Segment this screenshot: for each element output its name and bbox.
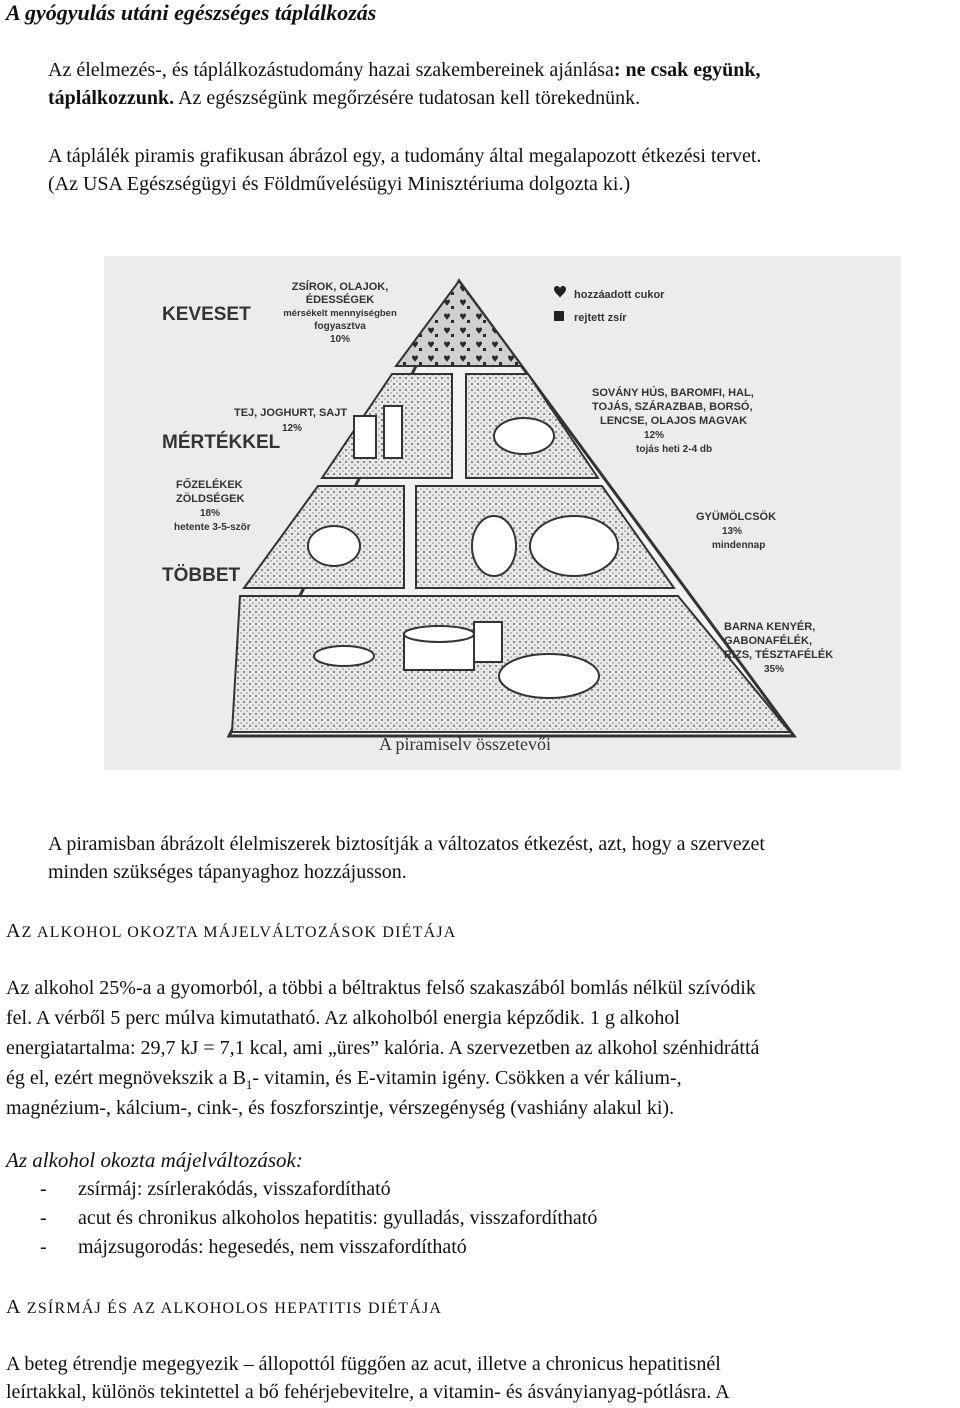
alcohol-para-line-2: fel. A vérből 5 perc múlva kimutatható. Az alkoholból energia képződik. 1 g alkohol [6,1007,680,1029]
label-tobbet: TÖBBET [162,565,241,586]
list-dash: - [40,1207,47,1229]
dairy-line-2: 12% [282,423,303,434]
meat-line-1: SOVÁNY HÚS, BAROMFI, HAL, [592,387,754,399]
intro-line-3: A táplálék piramis grafikusan ábrázol egy, a tudomány által megalapozott étkezési tervet. [48,145,762,167]
dairy-line-1: TEJ, JOGHURT, SAJT [234,407,348,419]
alcohol-para-line-1: Az alkohol 25%-a a gyomorból, a többi a béltraktus felső szakaszából bomlás nélkül szívódik [6,977,756,999]
intro-line-4: (Az USA Egészségügyi és Földművelésügyi Minisztériuma dolgozta ki.) [48,173,631,195]
label-mertekkel: MÉRTÉKKEL [162,432,281,453]
grain-line-1: BARNA KENYÉR, [724,621,816,633]
intro-line-2-text: Az egészségünk megőrzésére tudatosan kell törekednünk. [174,87,641,109]
section-heading-alcohol-first: A [6,920,22,942]
label-keveset: KEVESET [162,304,251,325]
food-pyramid-svg [104,256,901,770]
intro-line-1 [48,56,761,84]
food-pyramid-figure [104,256,901,770]
fruit-line-1: GYÜMÖLCSÖK [696,511,777,523]
fatty-liver-para-line-2: leírtakkal, különös tekintettel a bő fehérjebevitelre, a vitamin- és ásványianyag-pótlásra. A [6,1381,730,1403]
section-heading-alcohol-rest: Z ALKOHOL OKOZTA MÁJELVÁLTOZÁSOK DIÉTÁJA [21,924,457,941]
fat-legend-icon [554,311,564,321]
intro-line-2-bold: táplálkozzunk. [48,87,175,109]
meat-line-3: LENCSE, OLAJOS MAGVAK [600,415,748,427]
list-item-text: zsírmáj: zsírlerakódás, visszafordítható [78,1178,391,1200]
intro-line-1-text: Az élelmezés-, és táplálkozástudomány hazai szakembereinek ajánlása [48,59,614,81]
meat-line-5: tojás heti 2-4 db [636,444,713,455]
after-figure-line-2: minden szükséges tápanyaghoz hozzájusson. [48,861,407,883]
section-heading-fatty-liver [6,1296,442,1319]
fats-line-2: ÉDESSÉGEK [305,294,375,306]
list-item-text: májzsugorodás: hegesedés, nem visszafordítható [78,1236,467,1258]
after-figure-line-1: A piramisban ábrázolt élelmiszerek biztosítják a változatos étkezést, azt, hogy a szervezet [48,833,765,855]
figure-caption: A piramiselv összetevői [379,734,551,754]
grain-line-2: GABONAFÉLÉK, [724,635,812,647]
grain-line-3: RIZS, TÉSZTAFÉLÉK [724,649,834,661]
fats-line-5: 10% [329,334,351,345]
alcohol-para-line-4a: ég el, ezért megnövekszik a B [6,1067,246,1089]
list-item-text: acut és chronikus alkoholos hepatitis: gyulladás, visszafordítható [78,1207,598,1229]
legend-fat: rejtett zsír [574,312,627,324]
veg-line-3: 18% [200,508,221,519]
section-heading-fatty-liver-rest: ZSÍRMÁJ ÉS AZ ALKOHOLOS HEPATITIS DIÉTÁJA [21,1300,443,1317]
fats-line-4: fogyasztva [314,321,366,332]
grain-line-4: 35% [764,664,785,675]
meat-line-2: TOJÁS, SZÁRAZBAB, BORSÓ, [592,401,753,413]
section-heading-alcohol [6,920,457,943]
list-dash: - [40,1178,47,1200]
alcohol-para-line-4-sub: 1 [245,1077,253,1092]
alcohol-para-line-3: energiatartalma: 29,7 kJ = 7,1 kcal, ami „üres” kalória. A szervezetben az alkohol szénhidráttá [6,1037,760,1059]
intro-line-2 [48,84,640,112]
list-item [40,1178,391,1201]
fruit-line-2: 13% [722,526,743,537]
list-item [40,1207,597,1230]
meat-line-4: 12% [644,430,665,441]
alcohol-para-line-4b: - vitamin, és E-vitamin igény. Csökken a vér kálium-, [252,1067,682,1089]
section-heading-fatty-liver-first: A [6,1296,22,1318]
changes-heading: Az alkohol okozta májelváltozások: [6,1148,303,1172]
fats-line-1: ZSÍROK, OLAJOK, [291,281,389,293]
list-dash: - [40,1236,47,1258]
veg-line-4: hetente 3-5-ször [174,522,251,533]
list-item [40,1236,467,1259]
fruit-line-3: mindennap [712,540,766,551]
veg-line-2: ZÖLDSÉGEK [176,493,245,505]
fatty-liver-para-line-1: A beteg étrendje megegyezik – állopottól függően az acut, illetve a chronicus hepatitisnél [6,1353,721,1375]
sugar-legend-icon [554,286,566,298]
tier-fats [396,281,522,366]
intro-line-1-bold: : ne csak együnk, [613,59,761,81]
fats-line-3: mérsékelt mennyiségben [283,308,397,319]
page-title: A gyógyulás utáni egészséges táplálkozás [6,0,377,25]
legend-sugar: hozzáadott cukor [574,289,665,301]
alcohol-para-line-5: magnézium-, kálcium-, cink-, és foszforszintje, vérszegénység (vashiány alakul ki). [6,1097,675,1119]
veg-line-1: FŐZELÉKEK [176,479,243,491]
